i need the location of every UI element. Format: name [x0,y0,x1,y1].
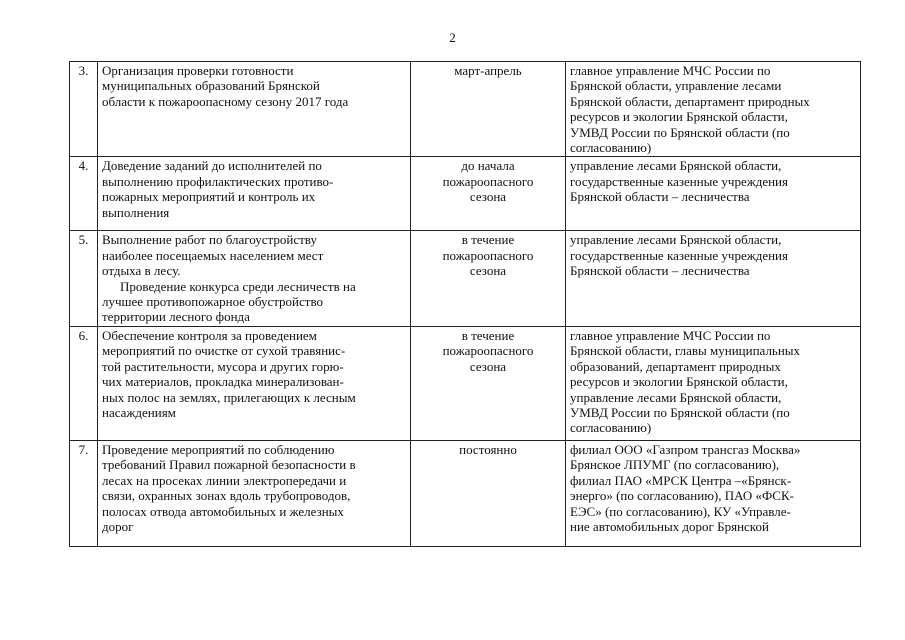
responsible-line: Брянской области – лесничества [570,263,750,279]
responsible-line: согласованию) [570,420,652,436]
action-line: дорог [102,518,134,534]
action-line: чих материалов, прокладка минерализован- [102,374,344,390]
row-number: 7. [70,440,98,546]
action-line: Доведение заданий до исполнителей по [102,158,322,174]
responsible-line: Брянской области, управление лесами [570,78,782,94]
deadline-line: пожароопасного [442,173,534,189]
table-row [70,231,861,326]
table-row [70,62,861,157]
responsible-line: согласованию) [570,140,652,156]
action-line: мероприятий по очистке от сухой травянис- [102,343,346,359]
action-plan-table [69,61,861,547]
deadline-cell [411,231,566,326]
deadline-line: сезона [469,189,507,205]
action-cell [98,62,411,157]
action-line: связи, охранных зонах вдоль трубопроводов, [102,488,351,504]
action-cell [98,326,411,440]
action-cell [98,157,411,231]
action-cell [98,231,411,326]
action-line: области к пожароопасному сезону 2017 года [102,93,349,109]
deadline-line: сезона [469,358,507,374]
responsible-line: ние автомобильных дорог Брянской [570,518,769,534]
responsible-line: ресурсов и экологии Брянской области, [570,109,788,125]
responsible-line: Брянское ЛПУМГ (по согласованию), [570,457,780,473]
deadline-line: в течение [461,232,515,248]
responsible-cell [566,440,861,546]
table-row [70,157,861,231]
action-line: выполнения [102,204,170,220]
action-line: лесах на просеках линии электропередачи и [102,472,347,488]
responsible-line: Брянской области, главы муниципальных [570,343,801,359]
action-cell [98,440,411,546]
responsible-line: государственные казенные учреждения [570,247,788,263]
action-line: территории лесного фонда [102,309,250,325]
action-line: муниципальных образований Брянской [102,78,320,94]
responsible-line: главное управление МЧС России по [570,327,771,343]
responsible-line: УМВД России по Брянской области (по [570,404,790,420]
responsible-line: Брянской области – лесничества [570,189,750,205]
responsible-line: управление лесами Брянской области, [570,232,782,248]
responsible-line: государственные казенные учреждения [570,173,788,189]
row-number: 4. [70,157,98,231]
deadline-line: до начала [461,158,515,174]
responsible-line: ресурсов и экологии Брянской области, [570,374,788,390]
responsible-cell [566,157,861,231]
deadline-line: пожароопасного [442,247,534,263]
deadline-line: март-апрель [454,63,522,78]
page-number: 2 [449,30,456,45]
responsible-line: главное управление МЧС России по [570,63,771,78]
action-line: Обеспечение контроля за проведением [102,327,317,343]
deadline-line: в течение [461,327,515,343]
deadline-cell [411,157,566,231]
responsible-cell [566,62,861,157]
responsible-line: УМВД России по Брянской области (по [570,124,790,140]
action-line: требований Правил пожарной безопасности в [102,457,356,473]
deadline-cell [411,326,566,440]
responsible-line: управление лесами Брянской области, [570,158,782,174]
responsible-line: филиал ООО «Газпром трансгаз Москва» [570,441,801,457]
table-row [70,440,861,546]
table-row [70,326,861,440]
action-line: полосах отвода автомобильных и железных [102,503,344,519]
deadline-line: сезона [469,263,507,279]
action-line: лучшее противопожарное обустройство [102,294,324,310]
action-line: наиболее посещаемых населением мест [102,247,324,263]
action-line: пожарных мероприятий и контроль их [102,189,316,205]
responsible-cell [566,326,861,440]
responsible-line: филиал ПАО «МРСК Центра –«Брянск- [570,472,792,488]
action-line: выполнению профилактических противо- [102,173,334,189]
deadline-line: пожароопасного [442,343,534,359]
responsible-line: энерго» (по согласованию), ПАО «ФСК- [570,488,794,504]
action-line: Проведение мероприятий по соблюдению [102,441,335,457]
action-line: Выполнение работ по благоустройству [102,232,317,248]
responsible-line: управление лесами Брянской области, [570,389,782,405]
action-line: той растительности, мусора и других горю- [102,358,344,374]
action-line: Проведение конкурса среди лесничеств на [120,278,356,294]
action-line: Организация проверки готовности [102,63,294,78]
action-line: ных полос на землях, прилегающих к лесным [102,389,356,405]
action-line: отдыха в лесу. [102,263,181,279]
responsible-line: Брянской области, департамент природных [570,93,810,109]
action-line: насаждениям [102,404,176,420]
row-number: 6. [70,326,98,440]
responsible-line: образований, департамент природных [570,358,781,374]
responsible-cell [566,231,861,326]
deadline-cell [411,62,566,157]
row-number: 5. [70,231,98,326]
deadline-cell [411,440,566,546]
row-number: 3. [70,62,98,157]
deadline-line: постоянно [459,441,517,457]
responsible-line: ЕЭС» (по согласованию), КУ «Управле- [570,503,791,519]
